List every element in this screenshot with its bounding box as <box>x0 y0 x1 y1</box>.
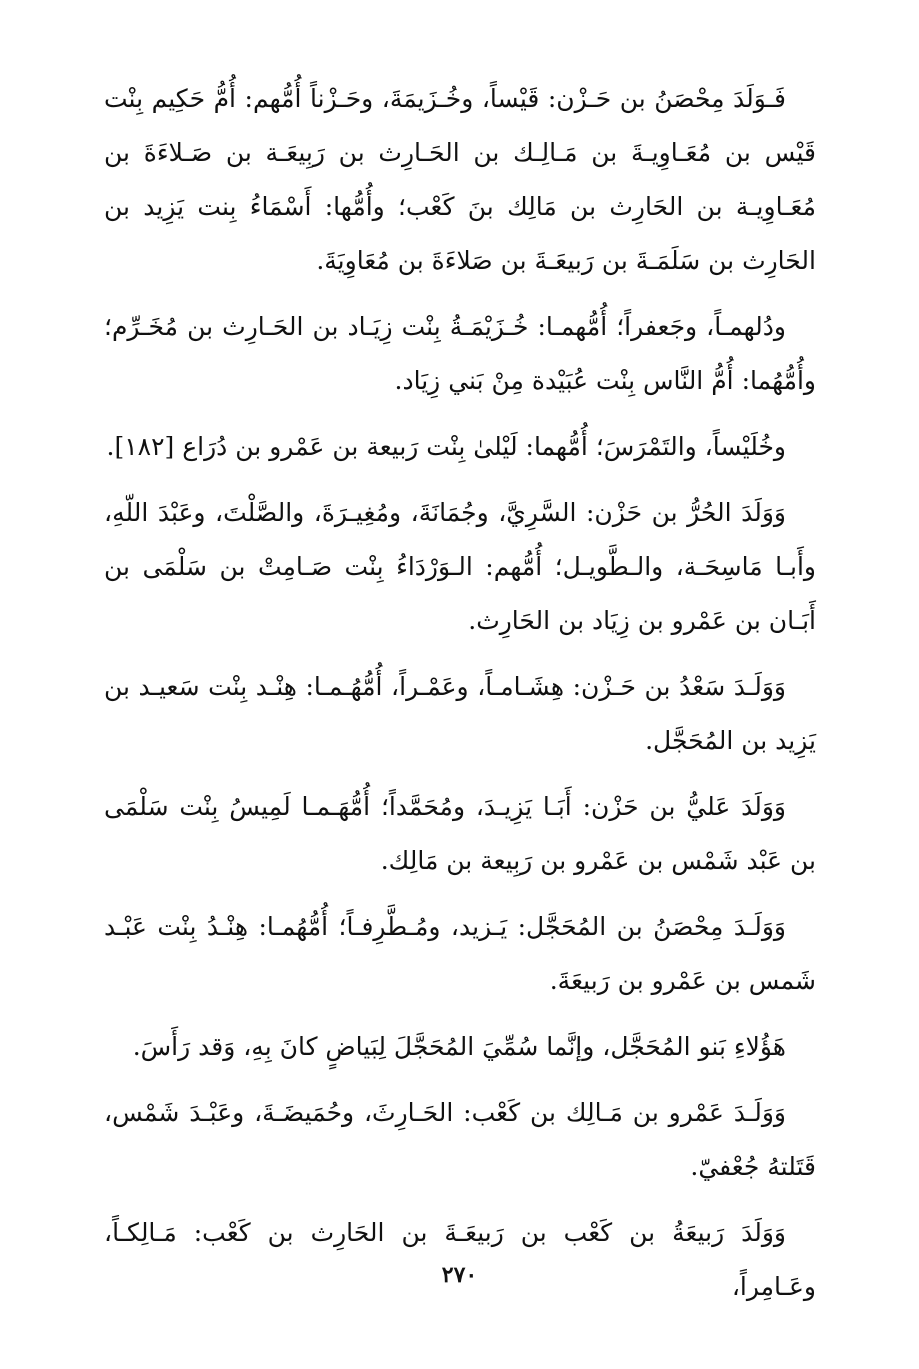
page-number: ٢٧٠ <box>441 1262 478 1288</box>
paragraph-6: وَوَلَدَ عَليُّ بن حَزْن: أَبَـا يَزِيـدَ، ومُحَمَّداً؛ أُمُّهَـمـا لَمِيسُ بِنْت سَلْمَى بن عَبْد شَمْس بن عَمْرو بن رَبِيعة بن مَالِك. <box>104 792 816 875</box>
paragraph-10: وَوَلَدَ رَبيعَةُ بن كَعْب بن رَبيعَـةَ بن الحَارِث بن كَعْب: مَـالِكـاً، وعَـامِراً، <box>104 1218 816 1301</box>
paragraph-9: وَوَلَـدَ عَمْرو بن مَـالِك بن كَعْب: الحَـارِثَ، وحُمَيضَـةَ، وعَبْـدَ شَمْس، قَتَلتهُ جُعْفيّ. <box>104 1098 816 1181</box>
paragraph-5: وَوَلَـدَ سَعْدُ بن حَـزْن: هِشَـامـاً، وعَمْـراً، أُمُّهُـمـا: هِنْـد بِنْت سَعيـد بن يَزِيد بن المُحَجَّل. <box>104 672 816 755</box>
paragraph-1: فَـوَلَدَ مِحْصَنُ بن حَـزْن: قَيْساً، وخُـزَيمَةَ، وحَـزْناً أُمُّهم: أُمُّ حَكِيم بِنْت قَيْس بن مُعَـاوِيـةَ بن مَـالِـك بن الحَـارِث بن رَبِيعَـة بن صَـلاءَةَ بن مُعَـاوِيـة بن الحَارِث بن مَالِك بنَ كَعْب؛ وأُمُّها: أَسْمَاءُ بِنت يَزِيد بن الحَارِث بن سَلَمَـةَ بن رَبيعَـةَ بن صَلاءَةَ بن مُعَاوِيَةَ. <box>104 84 816 275</box>
paragraph-8: هَؤُلاءِ بَنو المُحَجَّل، وإنَّما سُمِّيَ المُحَجَّلَ لِبَياضٍ كانَ بِهِ، وَقد رَأَسَ. <box>132 1032 786 1061</box>
paragraph-7: وَوَلَـدَ مِحْصَنُ بن المُحَجَّل: يَـزيد، ومُـطَّرِفـاً؛ أُمُّهُمـا: هِنْـدُ بِنْت عَبْـد شَمس بن عَمْرو بن رَبيعَةَ. <box>104 912 816 995</box>
paragraph-3: وخُلَيْساً، والتَمْرَسَ؛ أُمُّهما: لَيْلىٰ بِنْت رَبيعة بن عَمْرو بن دُرَاع [١٨٢]. <box>106 432 786 461</box>
paragraph-2: ودُلهمـاً، وجَعفراً؛ أُمُّهمـا: خُـزَيْمَـةُ بِنْت زِيَـاد بن الحَـارِث بن مُخَـرِّم؛ وأُمُّهُما: أُمُّ النَّاس بِنْت عُبَيْدة مِنْ بَني زِيَاد. <box>104 312 816 395</box>
body-text <box>104 72 816 1326</box>
paragraph-4: وَوَلَدَ الحُرُّ بن حَزْن: السَّرِيَّ، وجُمَانَةَ، ومُغِيـرَةَ، والصَّلْتَ، وعَبْدَ اللّهِ، وأَبـا مَاسِحَـة، والـطَّويـل؛ أُمُّهم: الـوَرْدَاءُ بِنْت صَـامِتْ بن سَلْمَى بن أَبَـان بن عَمْرو بن زِيَاد بن الحَارِث. <box>104 498 816 635</box>
